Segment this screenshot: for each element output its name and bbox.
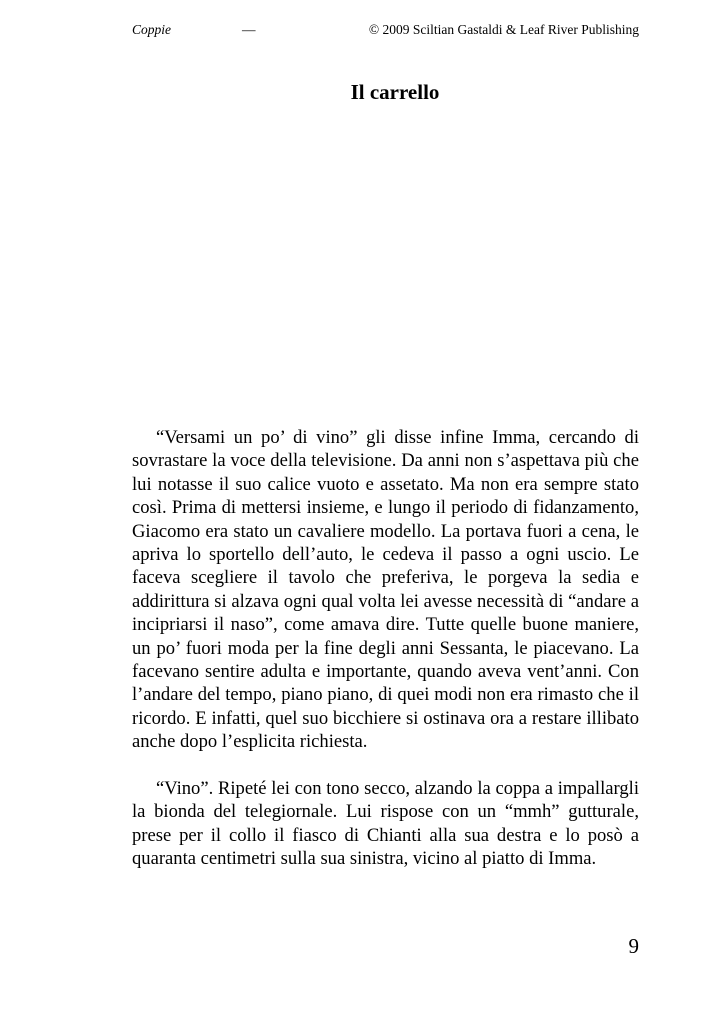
running-head-copyright: © 2009 Sciltian Gastaldi & Leaf River Publishing (368, 22, 639, 37)
page-number: 9 (628, 934, 639, 958)
paragraph: “Vino”. Ripeté lei con tono secco, alzando la coppa a impallargli la bionda del telegiornale. Lui rispose con un “mmh” gutturale, prese per il collo il fiasco di Chianti alla sua destra e lo posò a quaranta centimetri sulla sua sinistra, vicino al piatto di Imma. (132, 778, 639, 870)
paragraph: “Versami un po’ di vino” gli disse infine Imma, cercando di sovrastare la voce della televisione. Da anni non s’aspettava più che lui notasse il suo calice vuoto e assetato. Ma non era sempre stato così. Prima di mettersi insieme, e lungo il periodo di fidanzamento, Giacomo era stato un cavaliere modello. La portava fuori a cena, le apriva lo sportello dell’auto, le cedeva il passo a ogni uscio. Le faceva scegliere il tavolo che preferiva, le porgeva la sedia e addirittura si alzava ogni qual volta lei avesse necessità di “andare a incipriarsi il naso”, come amava dire. Tutte quelle buone maniere, un po’ fuori moda per la fine degli anni Sessanta, le piacevano. La facevano sentire adulta e importante, quando aveva vent’anni. Con l’andare del tempo, piano piano, di quei modi non era rimasto che il ricordo. E infatti, quel suo bicchiere si ostinava ora a restare illibato anche dopo l’esplicita richiesta. (132, 427, 639, 753)
running-head-dash: — (242, 22, 256, 37)
chapter-title: Il carrello (350, 80, 440, 104)
running-head-book-title: Coppie (132, 22, 171, 37)
body-text (132, 426, 639, 871)
running-head (132, 22, 639, 42)
